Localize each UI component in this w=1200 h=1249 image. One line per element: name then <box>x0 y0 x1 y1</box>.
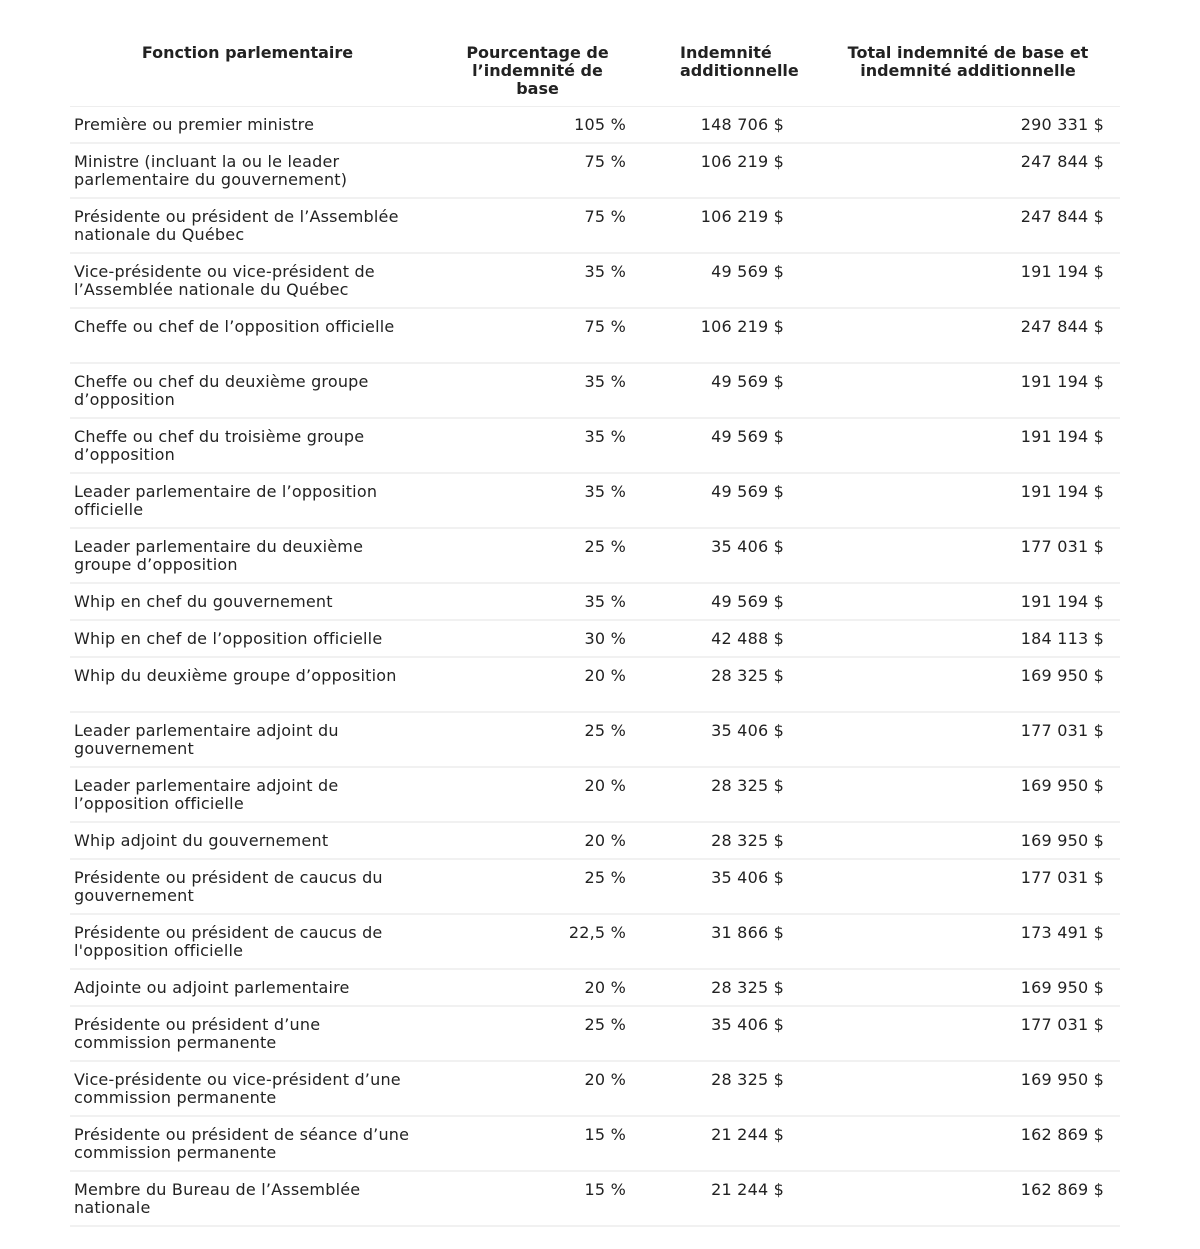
table-row <box>70 859 1120 914</box>
cell-total: 162 869 $ <box>1020 1125 1104 1144</box>
cell-fonction: Leader parlementaire de l’opposition officielle <box>74 482 378 519</box>
cell-fonction: Leader parlementaire adjoint de l’opposition officielle <box>74 776 339 813</box>
table-row <box>70 418 1120 473</box>
cell-total: 173 491 $ <box>1020 923 1104 942</box>
cell-indemnite: 148 706 $ <box>700 115 784 134</box>
cell-pourcentage: 25 % <box>584 537 626 556</box>
cell-total: 191 194 $ <box>1020 372 1104 391</box>
cell-indemnite: 28 325 $ <box>711 776 784 795</box>
cell-fonction: Whip du deuxième groupe d’opposition <box>74 666 397 685</box>
cell-total: 169 950 $ <box>1020 666 1104 685</box>
cell-total: 247 844 $ <box>1020 207 1104 226</box>
cell-fonction: Leader parlementaire adjoint du gouvernement <box>74 721 339 758</box>
cell-pourcentage: 20 % <box>584 666 626 685</box>
cell-indemnite: 28 325 $ <box>711 666 784 685</box>
table-row <box>70 767 1120 822</box>
cell-pourcentage: 105 % <box>574 115 626 134</box>
cell-total: 177 031 $ <box>1020 537 1104 556</box>
cell-fonction: Cheffe ou chef du troisième groupe d’opposition <box>74 427 365 464</box>
cell-indemnite: 42 488 $ <box>711 629 784 648</box>
cell-indemnite: 35 406 $ <box>711 1015 784 1034</box>
cell-indemnite: 49 569 $ <box>711 592 784 611</box>
cell-fonction: Présidente ou président de caucus du gouvernement <box>74 868 383 905</box>
cell-indemnite: 28 325 $ <box>711 831 784 850</box>
header-total: Total indemnité de base et indemnité additionnelle <box>847 43 1089 80</box>
cell-indemnite: 28 325 $ <box>711 1070 784 1089</box>
cell-total: 169 950 $ <box>1020 978 1104 997</box>
cell-total: 191 194 $ <box>1020 262 1104 281</box>
table-row <box>70 1061 1120 1116</box>
cell-pourcentage: 35 % <box>584 372 626 391</box>
cell-indemnite: 35 406 $ <box>711 868 784 887</box>
table-row <box>70 914 1120 969</box>
cell-total: 169 950 $ <box>1020 831 1104 850</box>
cell-fonction: Whip en chef de l’opposition officielle <box>74 629 383 648</box>
table-row <box>70 969 1120 1006</box>
cell-total: 191 194 $ <box>1020 427 1104 446</box>
cell-total: 184 113 $ <box>1020 629 1104 648</box>
cell-fonction: Adjointe ou adjoint parlementaire <box>74 978 350 997</box>
cell-total: 177 031 $ <box>1020 721 1104 740</box>
cell-indemnite: 106 219 $ <box>700 152 784 171</box>
table-row <box>70 583 1120 620</box>
cell-pourcentage: 75 % <box>584 152 626 171</box>
cell-pourcentage: 35 % <box>584 592 626 611</box>
cell-pourcentage: 15 % <box>584 1180 626 1199</box>
header-indemnite: Indemnité additionnelle <box>680 43 799 80</box>
cell-indemnite: 21 244 $ <box>711 1180 784 1199</box>
cell-pourcentage: 75 % <box>584 317 626 336</box>
cell-pourcentage: 30 % <box>584 629 626 648</box>
cell-total: 247 844 $ <box>1020 317 1104 336</box>
table-row <box>70 528 1120 583</box>
cell-pourcentage: 25 % <box>584 1015 626 1034</box>
cell-fonction: Whip en chef du gouvernement <box>74 592 333 611</box>
cell-pourcentage: 20 % <box>584 978 626 997</box>
table-row <box>70 822 1120 859</box>
cell-pourcentage: 22,5 % <box>568 923 626 942</box>
cell-fonction: Vice-présidente ou vice-président de l’Assemblée nationale du Québec <box>74 262 375 299</box>
cell-total: 177 031 $ <box>1020 1015 1104 1034</box>
cell-pourcentage: 25 % <box>584 868 626 887</box>
cell-pourcentage: 35 % <box>584 482 626 501</box>
table-row <box>70 712 1120 767</box>
cell-fonction: Membre du Bureau de l’Assemblée nationale <box>74 1180 361 1217</box>
cell-total: 290 331 $ <box>1020 115 1104 134</box>
cell-pourcentage: 25 % <box>584 721 626 740</box>
cell-total: 177 031 $ <box>1020 868 1104 887</box>
cell-total: 162 869 $ <box>1020 1180 1104 1199</box>
cell-total: 169 950 $ <box>1020 776 1104 795</box>
cell-pourcentage: 20 % <box>584 776 626 795</box>
cell-indemnite: 35 406 $ <box>711 537 784 556</box>
table-row <box>70 253 1120 308</box>
cell-indemnite: 31 866 $ <box>711 923 784 942</box>
cell-fonction: Cheffe ou chef du deuxième groupe d’opposition <box>74 372 369 409</box>
cell-total: 169 950 $ <box>1020 1070 1104 1089</box>
header-row <box>70 44 1120 107</box>
cell-indemnite: 49 569 $ <box>711 427 784 446</box>
cell-fonction: Présidente ou président de séance d’une commission permanente <box>74 1125 410 1162</box>
table-row <box>70 1116 1120 1171</box>
cell-indemnite: 49 569 $ <box>711 482 784 501</box>
table-body <box>70 107 1120 1227</box>
cell-fonction: Présidente ou président d’une commission permanente <box>74 1015 321 1052</box>
cell-total: 191 194 $ <box>1020 592 1104 611</box>
table-row <box>70 620 1120 657</box>
table-row <box>70 363 1120 418</box>
cell-fonction: Présidente ou président de caucus de l'opposition officielle <box>74 923 383 960</box>
cell-fonction: Cheffe ou chef de l’opposition officielle <box>74 317 395 336</box>
cell-total: 247 844 $ <box>1020 152 1104 171</box>
cell-indemnite: 35 406 $ <box>711 721 784 740</box>
cell-fonction: Whip adjoint du gouvernement <box>74 831 329 850</box>
cell-indemnite: 106 219 $ <box>700 317 784 336</box>
table-header <box>70 44 1120 107</box>
cell-indemnite: 49 569 $ <box>711 372 784 391</box>
table-row <box>70 473 1120 528</box>
table-row <box>70 657 1120 712</box>
cell-fonction: Ministre (incluant la ou le leader parlementaire du gouvernement) <box>74 152 348 189</box>
table-row <box>70 308 1120 363</box>
cell-pourcentage: 20 % <box>584 1070 626 1089</box>
cell-pourcentage: 15 % <box>584 1125 626 1144</box>
table-row <box>70 107 1120 144</box>
cell-indemnite: 28 325 $ <box>711 978 784 997</box>
cell-fonction: Première ou premier ministre <box>74 115 315 134</box>
cell-pourcentage: 35 % <box>584 262 626 281</box>
table-row <box>70 198 1120 253</box>
cell-fonction: Présidente ou président de l’Assemblée nationale du Québec <box>74 207 399 244</box>
indemnity-table-container <box>70 44 1120 1227</box>
cell-fonction: Vice-présidente ou vice-président d’une commission permanente <box>74 1070 401 1107</box>
cell-indemnite: 21 244 $ <box>711 1125 784 1144</box>
cell-indemnite: 49 569 $ <box>711 262 784 281</box>
header-fonction: Fonction parlementaire <box>141 43 354 62</box>
cell-pourcentage: 35 % <box>584 427 626 446</box>
cell-indemnite: 106 219 $ <box>700 207 784 226</box>
indemnity-table <box>70 44 1120 1227</box>
cell-total: 191 194 $ <box>1020 482 1104 501</box>
cell-pourcentage: 75 % <box>584 207 626 226</box>
cell-fonction: Leader parlementaire du deuxième groupe d’opposition <box>74 537 364 574</box>
cell-pourcentage: 20 % <box>584 831 626 850</box>
header-pourcentage: Pourcentage de l’indemnité de base <box>466 43 609 98</box>
table-row <box>70 143 1120 198</box>
table-row <box>70 1006 1120 1061</box>
table-row <box>70 1171 1120 1226</box>
